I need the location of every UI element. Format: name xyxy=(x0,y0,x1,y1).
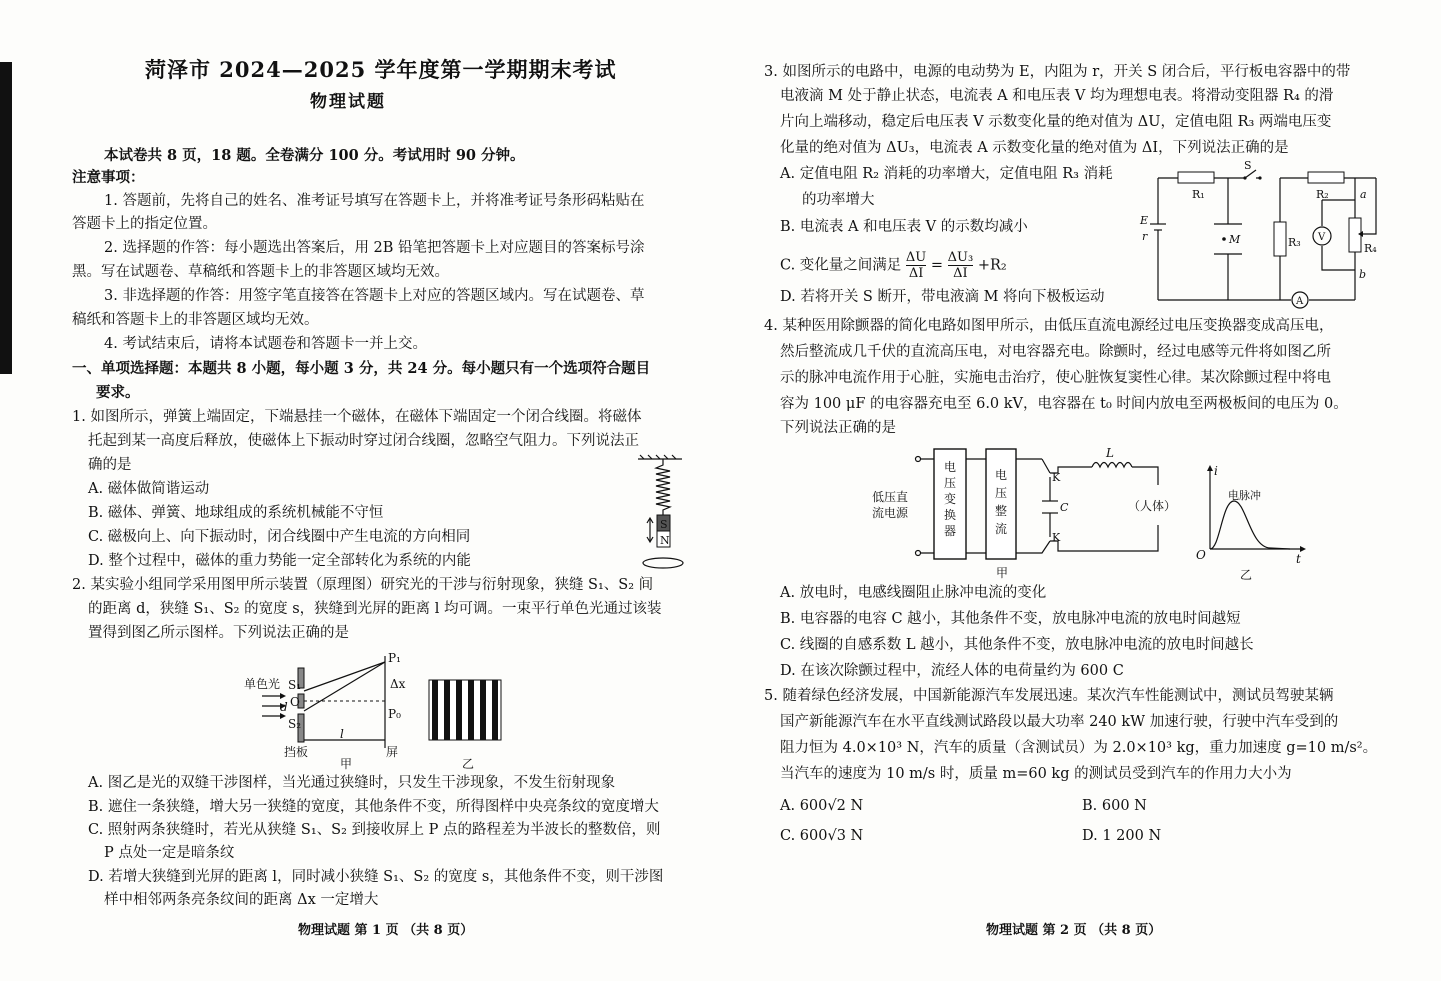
fig-jia-label: 甲 xyxy=(340,757,353,771)
page-footer: 物理试题 第 2 页 （共 8 页） xyxy=(986,923,1162,938)
q3-option-b: B. 电流表 A 和电压表 V 的示数均减小 xyxy=(780,219,1028,235)
q5-stem: 当汽车的速度为 10 m/s 时，质量 m=60 kg 的测试员受到汽车的作用力大小为 xyxy=(780,766,1292,782)
o-label: O xyxy=(290,695,300,709)
q3-option-c xyxy=(780,250,1007,281)
axis-i-label: i xyxy=(1214,464,1218,478)
s1-label: S₁ xyxy=(288,678,302,692)
q5-stem: 阻力恒为 4.0×10³ N，汽车的质量（含测试员）为 2.0×10³ kg，重力加速度 g=10 m/s²。 xyxy=(780,740,1378,756)
node-a-label: a xyxy=(1360,188,1367,201)
note-line: 4. 考试结束后，请将本试题卷和答题卡一并上交。 xyxy=(104,336,427,352)
q2-option-b: B. 遮住一条狭缝，增大另一狭缝的宽度，其他条件不变，所得图样中央亮条纹的宽度增大 xyxy=(88,799,659,815)
inductor-l-label: L xyxy=(1106,446,1114,460)
page-footer: 物理试题 第 1 页 （共 8 页） xyxy=(298,923,474,938)
q1-stem: 托起到某一高度后释放，使磁体上下振动时穿过闭合线圈，忽略空气阻力。下列说法正 xyxy=(88,433,639,449)
q3-option-d: D. 若将开关 S 断开，带电液滴 M 将向下极板运动 xyxy=(780,289,1105,305)
section-heading: 要求。 xyxy=(96,384,140,401)
equals-sign: = xyxy=(930,257,944,274)
q3-stem: 电液滴 M 处于静止状态，电流表 A 和电压表 V 均为理想电表。将滑动变阻器 R₄ 的滑 xyxy=(780,88,1334,104)
note-line: 1. 答题前，先将自己的姓名、准考证号填写在答题卡上，并将准考证号条形码粘贴在 xyxy=(104,193,645,209)
q3-stem: 片向上端移动，稳定后电压表 V 示数变化量的绝对值为 ΔU，定值电阻 R₃ 两端电压变 xyxy=(780,114,1332,130)
note-line: 稿纸和答题卡上的非答题区域均无效。 xyxy=(72,312,319,328)
fraction-du3-di: $\frac{\text{ΔU₃}}{\Delta I}$ xyxy=(947,250,974,281)
q2-stem: 的距离 d，狭缝 S₁、S₂ 的宽度 s，狭缝到光屏的距离 l 均可调。一束平行单色光通过该装 xyxy=(88,601,662,617)
q4-stem: 然后整流成几千伏的直流高压电，对电容器充电。除颤时，经过电感等元件将如图乙所 xyxy=(780,344,1331,360)
q2-option-d: D. 若增大狭缝到光屏的距离 l，同时减小狭缝 S₁、S₂ 的宽度 s，其他条件不变，则干涉图 xyxy=(88,869,664,885)
q1-spring-magnet-figure xyxy=(630,455,690,580)
converter-text: 电压变换器 xyxy=(943,460,957,538)
q5-option-a: A. 600√2 N xyxy=(780,798,864,814)
supply-label-1: 低压直 xyxy=(872,490,909,504)
light-label: 单色光 xyxy=(244,677,281,691)
q1-option-d: D. 整个过程中，磁体的重力势能一定全部转化为系统的内能 xyxy=(88,553,471,569)
notes-header: 注意事项： xyxy=(72,169,145,186)
supply-label-2: 流电源 xyxy=(872,506,909,520)
screen-label: 屏 xyxy=(386,745,399,759)
switch-k-top-label: K xyxy=(1052,471,1061,484)
page-2 xyxy=(720,0,1441,981)
q5-option-b: B. 600 N xyxy=(1082,798,1147,814)
s2-label: S₂ xyxy=(288,717,302,731)
q3-option-a-cont: 的功率增大 xyxy=(802,192,875,208)
capacitor-c-label: C xyxy=(1060,501,1069,514)
q5-option-c: C. 600√3 N xyxy=(780,828,864,844)
exam-title: 菏泽市 2024—2025 学年度第一学期期末考试 xyxy=(145,57,617,82)
switch-s-label: S xyxy=(1244,159,1252,172)
q4-stem: 容为 100 μF 的电容器充电至 6.0 kV，电容器在 t₀ 时间内放电至两极板间的电压为 0。 xyxy=(780,396,1348,412)
fraction-du-di: $\frac{\Delta U}{\Delta I}$ xyxy=(905,250,927,281)
p1-label: P₁ xyxy=(388,651,401,665)
fringe-pattern xyxy=(429,680,501,740)
ammeter-a-label: A xyxy=(1296,296,1304,307)
q1-stem: 1. 如图所示，弹簧上端固定，下端悬挂一个磁体，在磁体下端固定一个闭合线圈。将磁体 xyxy=(72,409,642,425)
q5-stem: 国产新能源汽车在水平直线测试路段以最大功率 240 kW 加速行驶，行驶中汽车受到的 xyxy=(780,714,1339,730)
q3-option-a: A. 定值电阻 R₂ 消耗的功率增大，定值电阻 R₃ 消耗 xyxy=(780,166,1113,182)
q5-stem: 5. 随着绿色经济发展，中国新能源汽车发展迅速。某次汽车性能测试中，测试员驾驶某辆 xyxy=(764,688,1334,704)
fig-yi-label: 乙 xyxy=(1240,568,1253,582)
voltmeter-v-label: V xyxy=(1318,232,1326,243)
q2-option-a: A. 图乙是光的双缝干涉图样，当光通过狭缝时，只发生干涉现象，不发生衍射现象 xyxy=(88,775,616,791)
p0-label: P₀ xyxy=(388,707,401,721)
r1-label: R₁ xyxy=(1192,188,1205,201)
emf-e-label: E xyxy=(1140,214,1149,227)
equation-tail: +R₂ xyxy=(977,257,1007,274)
baffle-label: 挡板 xyxy=(284,745,309,759)
q3-stem: 3. 如图所示的电路中，电源的电动势为 E，内阻为 r，开关 S 闭合后，平行板电容器中的带 xyxy=(764,64,1351,80)
q2-double-slit-figure xyxy=(240,650,510,770)
q2-stem: 2. 某实验小组同学采用图甲所示装置（原理图）研究光的干涉与衍射现象，狭缝 S₁、S₂ 间 xyxy=(72,577,654,593)
q2-option-c: C. 照射两条狭缝时，若光从狭缝 S₁、S₂ 到接收屏上 P 点的路程差为半波长的整数倍，则 xyxy=(88,822,661,838)
fig-yi-label: 乙 xyxy=(462,757,475,771)
scan-edge-mark xyxy=(0,62,12,374)
note-line: 2. 选择题的作答：每小题选出答案后，用 2B 铅笔把答题卡上对应题目的答案标号涂 xyxy=(104,240,645,256)
q1-option-b: B. 磁体、弹簧、地球组成的系统机械能不守恒 xyxy=(88,505,384,521)
q4-stem: 4. 某种医用除颤器的简化电路如图甲所示，由低压直流电源经过电压变换器变成高压电， xyxy=(764,318,1334,334)
q3-circuit-figure xyxy=(1140,160,1390,310)
converter-label xyxy=(944,459,956,538)
origin-o-label: O xyxy=(1196,548,1206,562)
internal-r-label: r xyxy=(1142,230,1148,243)
rectifier-text: 电压整流 xyxy=(994,468,1008,536)
magnet-n-label: N xyxy=(660,534,670,547)
note-line: 答题卡上的指定位置。 xyxy=(72,216,217,232)
dx-label: Δx xyxy=(390,677,406,691)
pulse-label: 电脉冲 xyxy=(1228,489,1261,502)
q1-option-c: C. 磁极向上、向下振动时，闭合线圈中产生电流的方向相同 xyxy=(88,529,471,545)
r2-label: R₂ xyxy=(1316,188,1329,201)
q1-option-a: A. 磁体做简谐运动 xyxy=(88,481,210,497)
q4-option-c: C. 线圈的自感系数 L 越小，其他条件不变，放电脉冲电流的放电时间越长 xyxy=(780,637,1254,653)
q4-option-b: B. 电容器的电容 C 越小，其他条件不变，放电脉冲电流的放电时间越短 xyxy=(780,611,1241,627)
note-line: 黑。写在试题卷、草稿纸和答题卡上的非答题区域均无效。 xyxy=(72,264,449,280)
r3-label: R₃ xyxy=(1288,236,1301,249)
r4-label: R₄ xyxy=(1364,242,1377,255)
q4-option-d: D. 在该次除颤过程中，流经人体的电荷量约为 600 C xyxy=(780,663,1124,679)
l-label: l xyxy=(340,727,344,741)
q3-option-c-label: C. 变化量之间满足 xyxy=(780,257,902,274)
q4-stem: 示的脉冲电流作用于心脏，实施电击治疗，使心脏恢复窦性心律。某次除颤过程中将电 xyxy=(780,370,1331,386)
q5-option-d: D. 1 200 N xyxy=(1082,828,1162,844)
exam-intro: 本试卷共 8 页，18 题。全卷满分 100 分。考试用时 90 分钟。 xyxy=(104,147,525,164)
axis-t-label: t xyxy=(1296,552,1301,566)
section-heading: 一、单项选择题：本题共 8 小题，每小题 3 分，共 24 分。每小题只有一个选项符合题目 xyxy=(72,360,651,377)
droplet-m-label: M xyxy=(1229,233,1241,246)
note-line: 3. 非选择题的作答：用签字笔直接答在答题卡上对应的答题区域内。写在试题卷、草 xyxy=(104,288,645,304)
human-body-label: （人体） xyxy=(1128,499,1177,513)
exam-subtitle: 物理试题 xyxy=(310,92,386,112)
q4-stem: 下列说法正确的是 xyxy=(780,420,896,436)
node-b-label: b xyxy=(1359,268,1367,281)
q2-option-c-cont: P 点处一定是暗条纹 xyxy=(104,845,235,861)
q4-defibrillator-figure xyxy=(870,445,1320,585)
d-label: d xyxy=(280,700,288,714)
page-1 xyxy=(0,0,720,981)
magnet-s-label: S xyxy=(660,518,668,531)
q1-stem: 确的是 xyxy=(88,457,132,473)
q2-option-d-cont: 样中相邻两条亮条纹间的距离 Δx 一定增大 xyxy=(104,892,379,908)
q2-stem: 置得到图乙所示图样。下列说法正确的是 xyxy=(88,625,349,641)
switch-k-bottom-label: K xyxy=(1052,531,1061,544)
fig-jia-label: 甲 xyxy=(996,566,1009,580)
q3-stem: 化量的绝对值为 ΔU₃，电流表 A 示数变化量的绝对值为 ΔI，下列说法正确的是 xyxy=(780,140,1289,156)
q4-option-a: A. 放电时，电感线圈阻止脉冲电流的变化 xyxy=(780,585,1047,601)
